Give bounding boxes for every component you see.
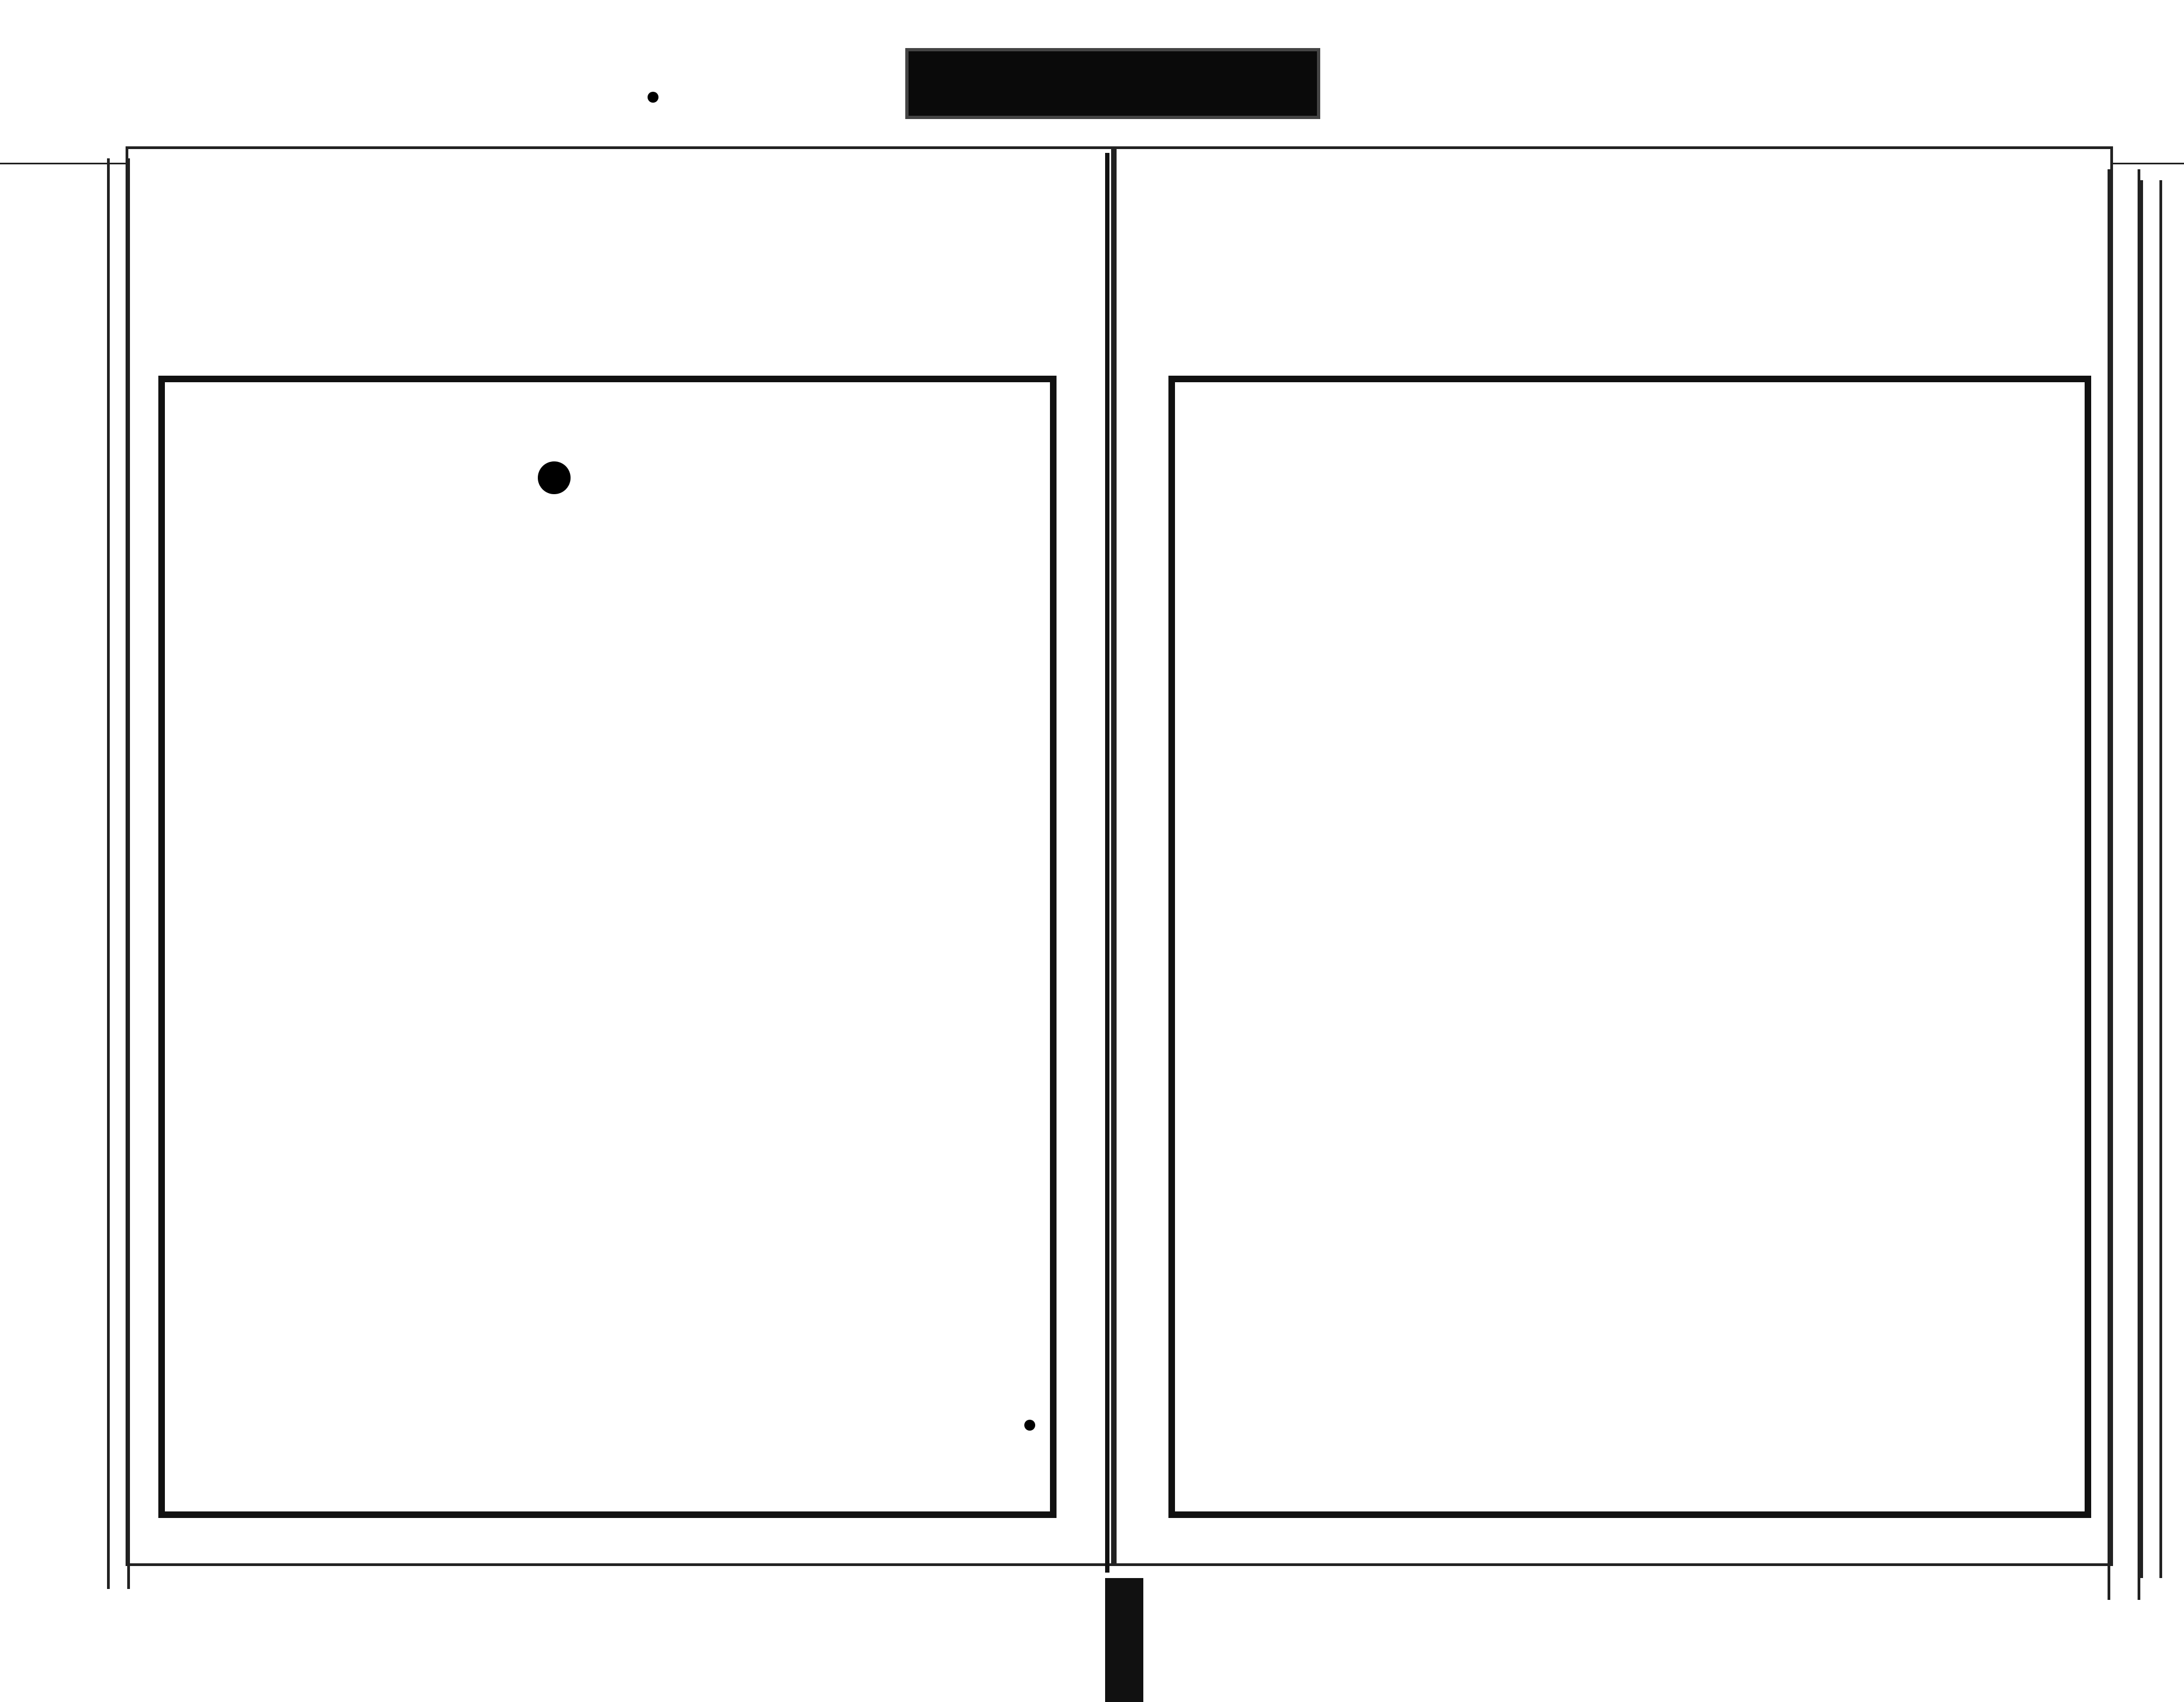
entry-bullet — [538, 461, 571, 494]
left-page-edge — [107, 158, 130, 1589]
right-page-edge — [2108, 169, 2140, 1600]
right-text-frame — [1168, 376, 2091, 1518]
scan-dot — [648, 92, 658, 103]
scan-dot — [1024, 1420, 1035, 1431]
spine-binding — [1105, 1578, 1143, 1702]
catalog-number-plate — [905, 48, 1320, 119]
right-page-edge-outer — [2140, 180, 2162, 1578]
left-text-frame — [158, 376, 1057, 1518]
center-fold — [1105, 153, 1109, 1573]
